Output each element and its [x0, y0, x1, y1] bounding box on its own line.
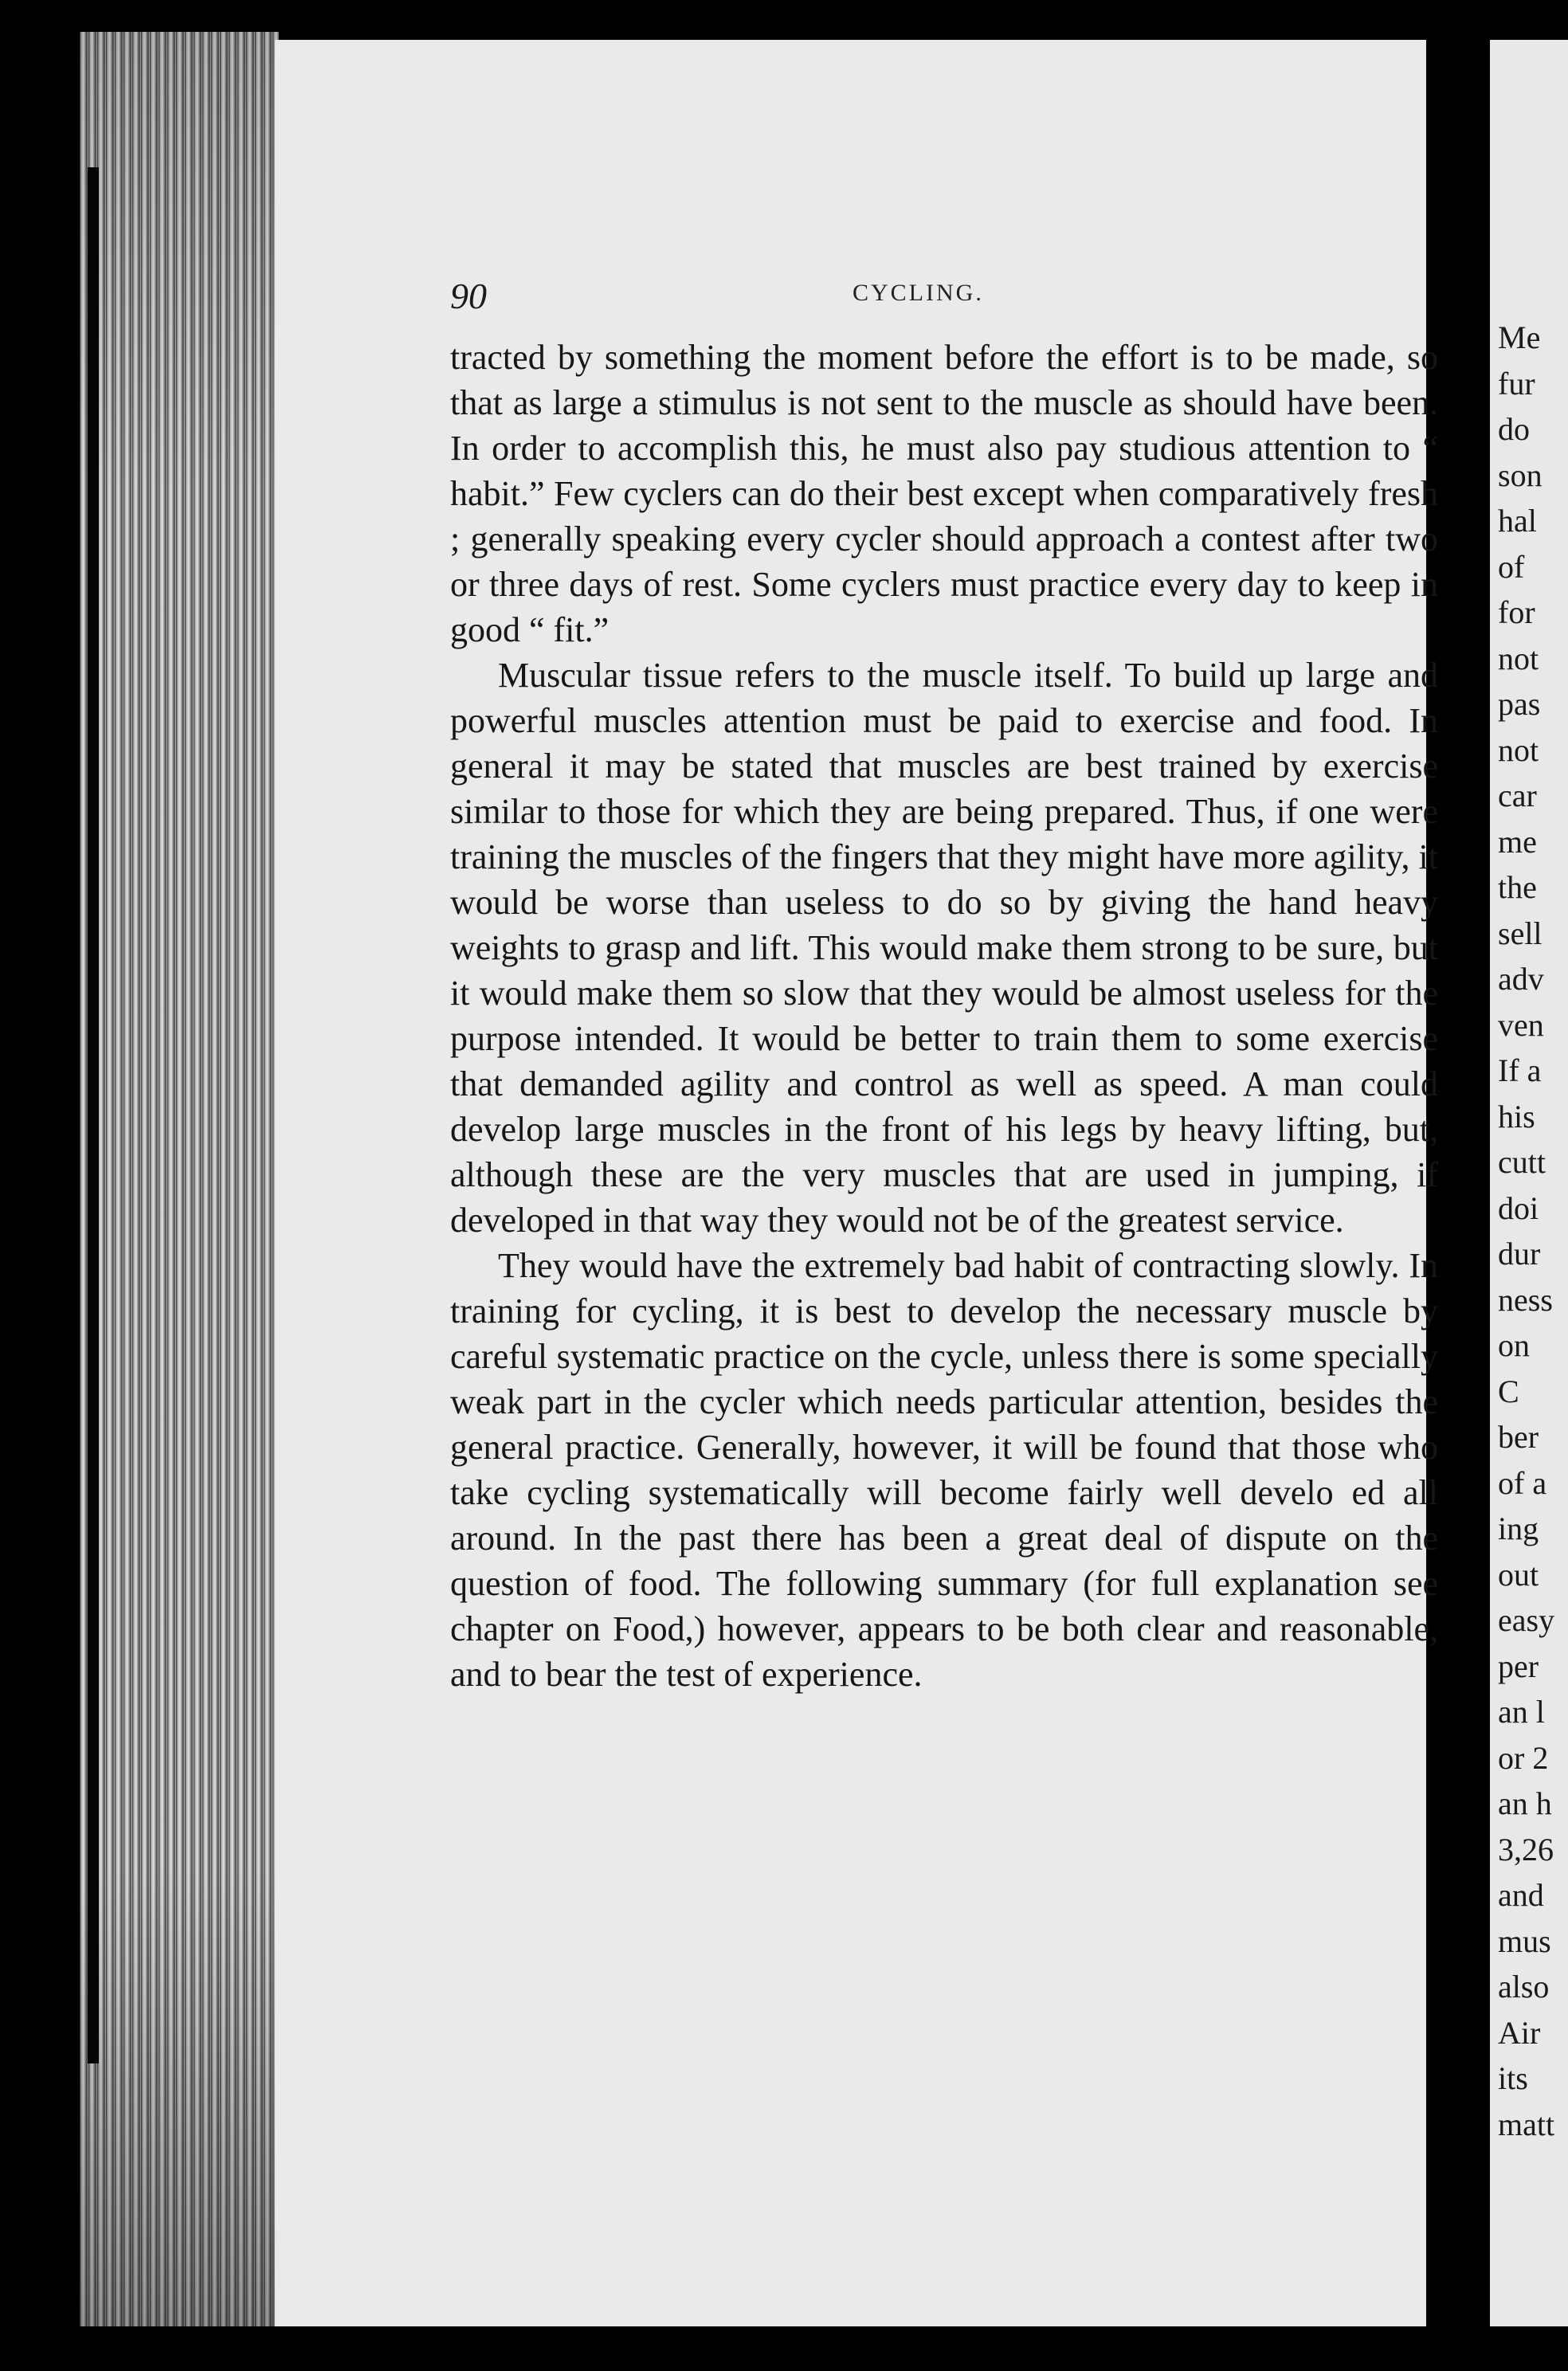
page-block-edges — [80, 32, 279, 2326]
right-page-line: Me — [1498, 319, 1541, 355]
spine-shadow — [88, 167, 99, 2063]
right-page-line: its — [1498, 2060, 1528, 2096]
right-page-text — [1498, 315, 1568, 2147]
right-page-line: hal — [1498, 503, 1537, 539]
page-number: 90 — [450, 276, 487, 316]
right-page-line: not — [1498, 640, 1539, 676]
right-page-line: ness — [1498, 1281, 1553, 1318]
right-page-line: easy — [1498, 1602, 1555, 1638]
right-page-line: per — [1498, 1648, 1539, 1684]
right-page-line: me — [1498, 823, 1537, 860]
right-page-line: matt — [1498, 2106, 1555, 2142]
body-text — [450, 335, 1438, 1697]
book-gutter — [1430, 24, 1490, 2371]
right-page-line: of a — [1498, 1464, 1547, 1501]
right-page-line: pas — [1498, 686, 1541, 722]
right-page-line: his — [1498, 1098, 1535, 1135]
right-page-line: of — [1498, 548, 1525, 585]
right-page-line: out — [1498, 1556, 1539, 1593]
paragraph-1: tracted by something the moment before the effort is to be made, so that as large a stimulus is not sent to the muscle as should have been. In order to accomplish this, he must also pay studious attention to “ habit.” Few cyclers can do their best except when comparatively fresh ; generally speaking every cycler should approach a contest after two or three days of rest. Some cyclers must practice every day to keep in good “ fit.” — [450, 338, 1438, 649]
page-header — [450, 275, 1438, 323]
right-page-line: do — [1498, 411, 1530, 447]
right-page-line: 3,26 — [1498, 1831, 1554, 1867]
right-page-line: fur — [1498, 365, 1535, 402]
right-page-line: mus — [1498, 1922, 1551, 1959]
right-page-line: car — [1498, 778, 1537, 813]
right-page-line: also — [1498, 1969, 1550, 2005]
right-page-line: ven — [1498, 1006, 1544, 1043]
right-page-line: sell — [1498, 915, 1543, 951]
right-page-line: the — [1498, 869, 1537, 905]
right-page-line: or 2 — [1498, 1739, 1549, 1776]
right-page-line: adv — [1498, 961, 1544, 997]
right-page-line: and — [1498, 1877, 1544, 1913]
right-page-line: an l — [1498, 1694, 1545, 1730]
right-page-line: an h — [1498, 1785, 1552, 1821]
right-page-line: dur — [1498, 1236, 1541, 1272]
right-page-line: If a — [1498, 1052, 1542, 1088]
right-page-line: for — [1498, 594, 1535, 630]
right-page-line: C — [1498, 1373, 1519, 1409]
right-page-line: ber — [1498, 1419, 1539, 1455]
right-page-line: doi — [1498, 1189, 1539, 1226]
paragraph-3: They would have the extremely bad habit of contracting slowly. In training for cycling, it is best to develop the necessary muscle by careful systematic practice on the cycle, unless there is some specially weak part in the cycler which needs particular attention, besides the general practice. Generally, however, it will be found that those who take cycling systematically will become fairly well develo ed all around. In the past there has been a great deal of dispute on the question of food. The following summary (for full explanation see chapter on Food,) however, appears to be both clear and reasonable, and to bear the test of experience. — [450, 1246, 1438, 1694]
right-page-line: not — [1498, 731, 1539, 768]
right-page-line: cutt — [1498, 1144, 1546, 1180]
right-page-line: on — [1498, 1327, 1530, 1363]
paragraph-2: Muscular tissue refers to the muscle itself. To build up large and powerful muscles attention must be paid to exercise and food. In general it may be stated that muscles are best trained by exercise similar to those for which they are being prepared. Thus, if one were training the muscles of the fingers that they might have more agility, it would be worse than useless to do so by giving the hand heavy weights to grasp and lift. This would make them strong to be sure, but it would make them so slow that they would be almost useless for the purpose intended. It would be better to train them to some exercise that demanded agility and control as well as speed. A man could develop large muscles in the front of his legs by heavy lifting, but, although these are the very muscles that are used in jumping, if developed in that way they would not be of the greatest service. — [450, 656, 1438, 1240]
running-head: CYCLING. — [853, 280, 984, 306]
right-page-line: son — [1498, 457, 1543, 493]
right-page-line: ing — [1498, 1511, 1539, 1546]
right-page-line: Air — [1498, 2014, 1541, 2051]
